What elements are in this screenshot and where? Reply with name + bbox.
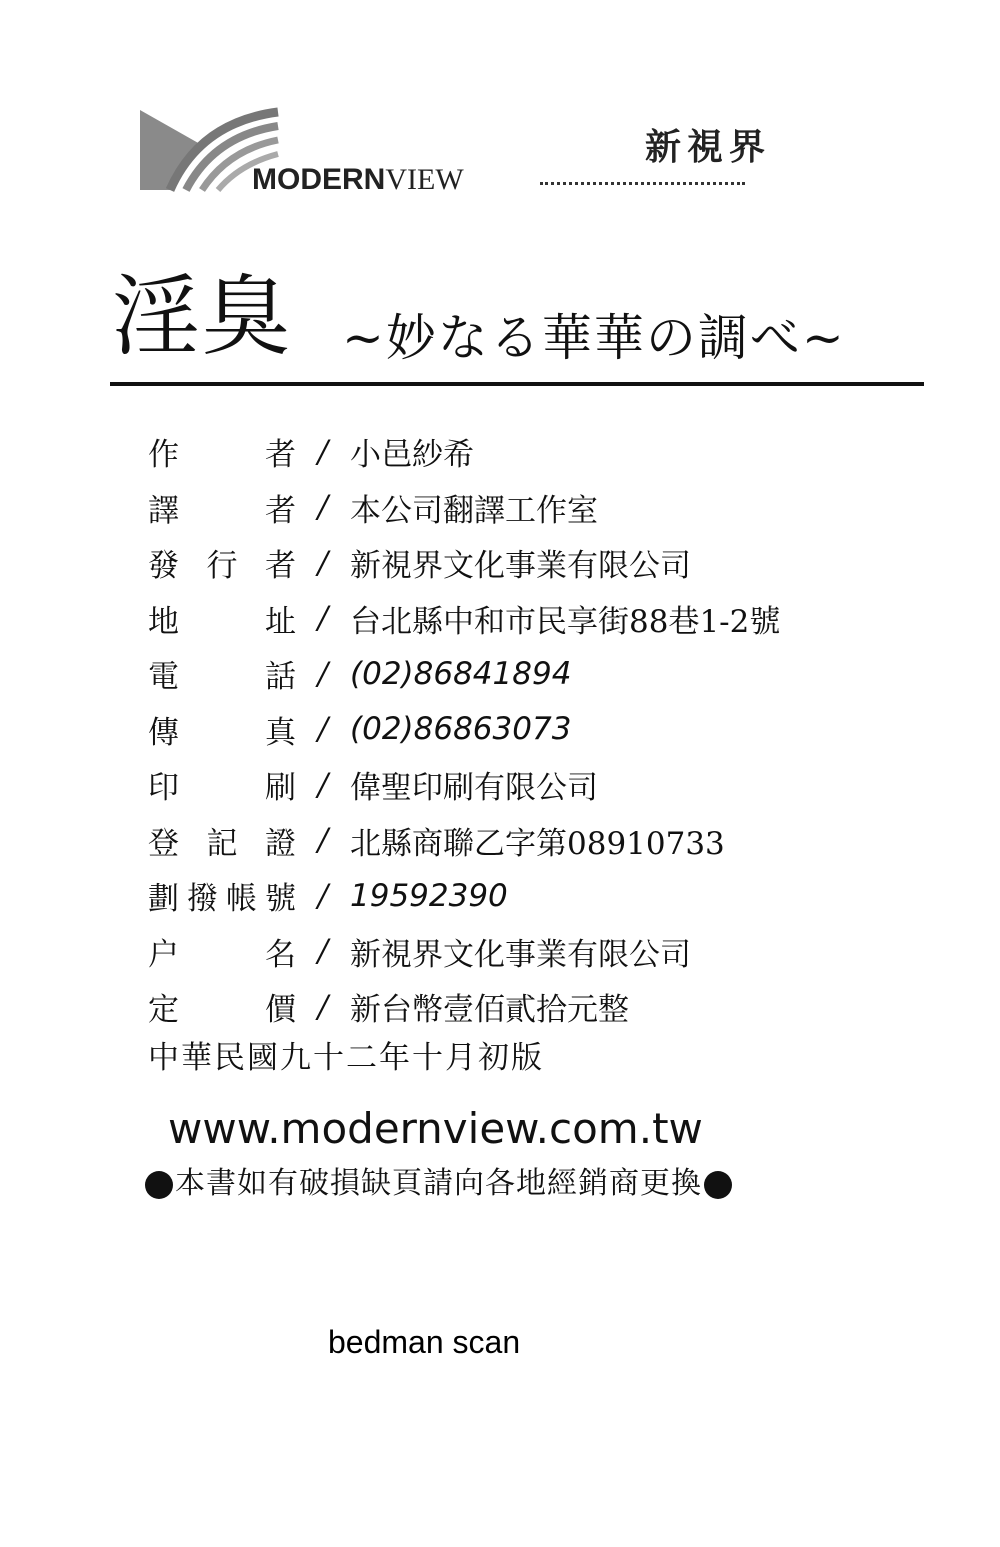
info-row xyxy=(148,757,780,813)
bullet-left-icon xyxy=(145,1171,173,1199)
info-label-char: 印 xyxy=(148,770,179,807)
info-label xyxy=(148,818,296,863)
info-label-char: 名 xyxy=(265,936,296,973)
info-label-char: 撥 xyxy=(187,881,218,918)
website-url: www.modernview.com.tw xyxy=(168,1104,703,1153)
info-value: 新視界文化事業有限公司 xyxy=(350,548,691,585)
info-separator: / xyxy=(317,766,329,803)
info-label xyxy=(148,929,296,974)
info-label-char: 者 xyxy=(265,492,296,529)
info-label-char: 定 xyxy=(148,992,179,1029)
info-label-char: 傳 xyxy=(148,714,179,751)
info-label xyxy=(148,984,296,1029)
info-separator: / xyxy=(317,489,329,526)
info-label-char: 登 xyxy=(148,825,179,862)
info-label xyxy=(148,540,296,585)
scan-credit: bedman scan xyxy=(328,1324,521,1360)
info-label-char: 者 xyxy=(265,437,296,474)
replacement-notice xyxy=(143,1162,734,1206)
info-label-char: 地 xyxy=(148,603,179,640)
info-label xyxy=(148,873,296,918)
info-label xyxy=(148,707,296,752)
modernview-logo-wordmark xyxy=(252,160,464,200)
info-value: (02)86841894 xyxy=(350,655,572,692)
info-value: 19592390 xyxy=(350,877,508,914)
info-label-char: 號 xyxy=(265,881,296,918)
info-separator: / xyxy=(317,711,329,748)
info-row xyxy=(148,535,780,591)
info-label-char: 價 xyxy=(265,992,296,1029)
info-row xyxy=(148,591,780,647)
info-label xyxy=(148,429,296,474)
bullet-right-icon xyxy=(704,1171,732,1199)
info-value: 小邑紗希 xyxy=(350,437,474,474)
info-value: 偉聖印刷有限公司 xyxy=(350,770,598,807)
info-label xyxy=(148,651,296,696)
title-divider xyxy=(110,382,924,386)
info-separator: / xyxy=(317,544,329,581)
info-value: 台北縣中和市民享街88巷1-2號 xyxy=(350,603,781,640)
info-row xyxy=(148,480,780,536)
info-row xyxy=(148,868,780,924)
info-separator: / xyxy=(317,877,329,914)
info-label xyxy=(148,596,296,641)
info-label-char: 記 xyxy=(206,825,238,862)
info-value: (02)86863073 xyxy=(350,711,572,748)
info-label-char: 發 xyxy=(148,548,179,585)
info-label-char: 行 xyxy=(206,548,238,585)
info-value: 本公司翻譯工作室 xyxy=(350,492,598,529)
colophon-info xyxy=(148,424,780,1035)
logo-word-bold: MODERN xyxy=(252,163,386,196)
info-label-char: 電 xyxy=(148,659,179,696)
info-separator: / xyxy=(317,600,329,637)
info-separator: / xyxy=(317,822,329,859)
info-label-char: 劃 xyxy=(148,881,179,918)
logo-word-light: VIEW xyxy=(385,163,464,196)
info-label xyxy=(148,762,296,807)
info-label-char: 址 xyxy=(265,603,296,640)
logo-dotted-line xyxy=(540,182,745,185)
info-row xyxy=(148,979,780,1035)
info-separator: / xyxy=(317,988,329,1025)
info-label-char: 真 xyxy=(265,714,296,751)
info-label-char: 帳 xyxy=(226,881,257,918)
info-value: 新視界文化事業有限公司 xyxy=(350,936,691,973)
info-label-char: 證 xyxy=(265,825,296,862)
book-subtitle: ~妙なる華華の調べ~ xyxy=(342,309,846,367)
info-label-char: 話 xyxy=(265,659,296,696)
info-value: 北縣商聯乙字第08910733 xyxy=(350,825,725,862)
notice-text: 本書如有破損缺頁請向各地經銷商更換 xyxy=(175,1166,702,1201)
info-separator: / xyxy=(317,433,329,470)
info-label-char: 者 xyxy=(265,548,296,585)
info-row xyxy=(148,813,780,869)
info-row xyxy=(148,424,780,480)
info-separator: / xyxy=(317,655,329,692)
info-row xyxy=(148,646,780,702)
info-separator: / xyxy=(317,933,329,970)
brand-chinese-name: 新視界 xyxy=(645,127,772,168)
info-row xyxy=(148,924,780,980)
info-label-char: 户 xyxy=(148,936,179,973)
info-label-char: 譯 xyxy=(148,492,179,529)
info-value: 新台幣壹佰貳拾元整 xyxy=(350,992,629,1029)
info-label xyxy=(148,485,296,530)
edition-line: 中華民國九十二年十月初版 xyxy=(148,1040,544,1076)
info-label-char: 作 xyxy=(148,437,179,474)
book-title: 淫臭 xyxy=(112,265,293,368)
info-label-char: 刷 xyxy=(265,770,296,807)
info-row xyxy=(148,702,780,758)
